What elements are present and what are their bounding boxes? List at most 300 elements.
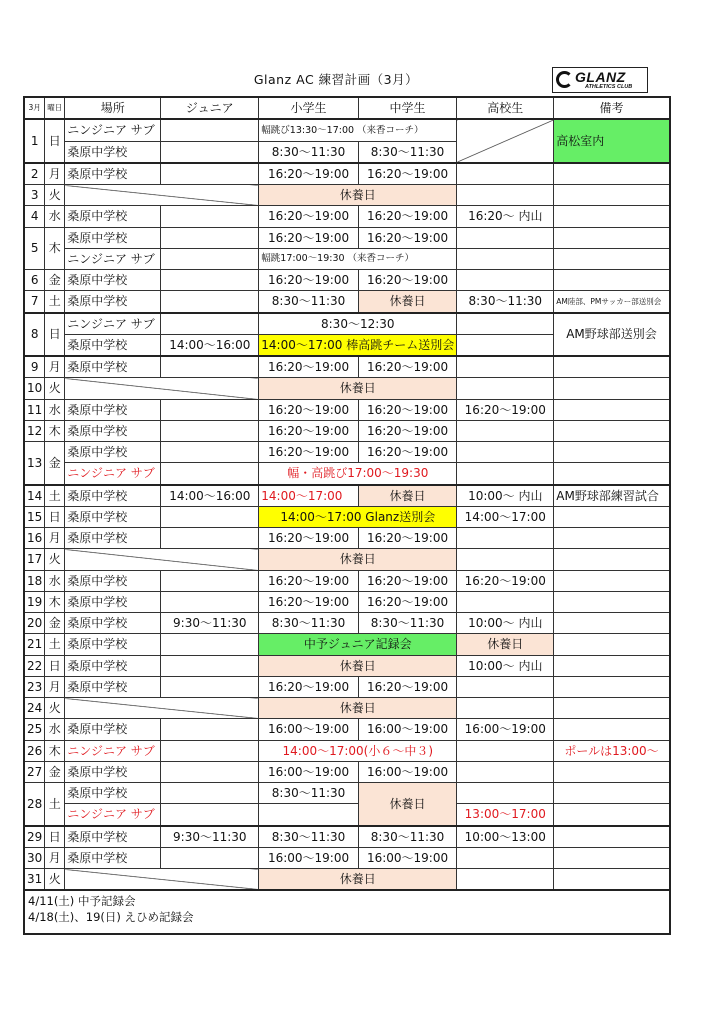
junior-cell bbox=[161, 847, 259, 868]
mid-cell: 休養日 bbox=[358, 485, 456, 507]
table-row bbox=[24, 163, 670, 185]
footer-notes-row bbox=[24, 890, 670, 934]
dow-cell: 金 bbox=[45, 761, 65, 782]
table-row bbox=[24, 869, 670, 891]
footer-line-1: 4/11(土) 中予記録会 bbox=[28, 894, 136, 909]
high-cell bbox=[457, 313, 554, 335]
junior-cell: 14:00～16:00 bbox=[161, 334, 259, 356]
elem-cell: 16:20～19:00 bbox=[259, 591, 359, 612]
junior-cell bbox=[161, 227, 259, 248]
dow-cell: 木 bbox=[45, 420, 65, 441]
elem-cell: 8:30～12:30 bbox=[259, 313, 457, 335]
day-cell: 8 bbox=[24, 313, 45, 357]
col-elem: 小学生 bbox=[259, 97, 359, 119]
place-cell: 桑原中学校 bbox=[65, 270, 161, 291]
elem-cell: 8:30～11:30 bbox=[259, 613, 359, 634]
table-row bbox=[24, 270, 670, 291]
elem-cell: 16:20～19:00 bbox=[259, 420, 359, 441]
place-cell: ニンジニア サブ bbox=[65, 313, 161, 335]
place-cell: 桑原中学校 bbox=[65, 356, 161, 378]
day-cell: 9 bbox=[24, 356, 45, 378]
junior-cell bbox=[161, 719, 259, 740]
place-cell: 桑原中学校 bbox=[65, 141, 161, 163]
rest-cell: 休養日 bbox=[259, 655, 457, 676]
day-cell: 25 bbox=[24, 719, 45, 740]
place-cell bbox=[65, 378, 259, 399]
note-cell bbox=[554, 442, 670, 463]
table-row bbox=[24, 378, 670, 399]
junior-cell bbox=[161, 634, 259, 655]
place-cell: 桑原中学校 bbox=[65, 655, 161, 676]
junior-cell bbox=[161, 591, 259, 612]
logo-text: GLANZ bbox=[575, 69, 626, 85]
junior-cell bbox=[161, 399, 259, 420]
high-cell bbox=[457, 869, 554, 891]
table-row bbox=[24, 549, 670, 570]
mid-cell: 16:20～19:00 bbox=[358, 420, 456, 441]
high-cell: 13:00～17:00 bbox=[457, 804, 554, 826]
note-cell bbox=[554, 655, 670, 676]
high-cell bbox=[457, 185, 554, 206]
dow-cell: 水 bbox=[45, 570, 65, 591]
note-cell bbox=[554, 826, 670, 848]
place-cell: 桑原中学校 bbox=[65, 761, 161, 782]
table-row bbox=[24, 740, 670, 761]
dow-cell: 水 bbox=[45, 399, 65, 420]
day-cell: 7 bbox=[24, 291, 45, 313]
logo-subtext: ATHLETICS CLUB bbox=[585, 84, 633, 90]
table-row bbox=[24, 463, 670, 485]
note-cell bbox=[554, 591, 670, 612]
high-cell bbox=[457, 740, 554, 761]
table-row bbox=[24, 634, 670, 655]
dow-cell: 日 bbox=[45, 826, 65, 848]
junior-cell bbox=[161, 119, 259, 141]
high-cell: 16:20～19:00 bbox=[457, 570, 554, 591]
high-cell: 10:00～ 内山 bbox=[457, 613, 554, 634]
place-cell: 桑原中学校 bbox=[65, 206, 161, 227]
day-cell: 13 bbox=[24, 442, 45, 485]
day-cell: 14 bbox=[24, 485, 45, 507]
place-cell: 桑原中学校 bbox=[65, 334, 161, 356]
elem-cell: 16:20～19:00 bbox=[259, 270, 359, 291]
col-place: 場所 bbox=[65, 97, 161, 119]
place-cell bbox=[65, 869, 259, 891]
table-row bbox=[24, 676, 670, 697]
schedule-table bbox=[23, 96, 671, 935]
day-cell: 22 bbox=[24, 655, 45, 676]
high-cell bbox=[457, 549, 554, 570]
event-cell: 14:00～17:00(小６～中３) bbox=[259, 740, 457, 761]
note-cell bbox=[554, 356, 670, 378]
table-row bbox=[24, 248, 670, 269]
day-cell: 6 bbox=[24, 270, 45, 291]
high-cell bbox=[457, 378, 554, 399]
junior-cell bbox=[161, 463, 259, 485]
place-cell: 桑原中学校 bbox=[65, 227, 161, 248]
table-row bbox=[24, 506, 670, 527]
dow-cell: 土 bbox=[45, 485, 65, 507]
high-cell bbox=[457, 248, 554, 269]
dow-cell: 木 bbox=[45, 591, 65, 612]
junior-cell bbox=[161, 570, 259, 591]
table-row bbox=[24, 356, 670, 378]
day-cell: 21 bbox=[24, 634, 45, 655]
note-cell bbox=[554, 420, 670, 441]
dow-cell: 日 bbox=[45, 313, 65, 357]
day-cell: 19 bbox=[24, 591, 45, 612]
high-cell bbox=[457, 119, 554, 163]
mid-cell: 16:20～19:00 bbox=[358, 528, 456, 549]
junior-cell bbox=[161, 291, 259, 313]
dow-cell: 木 bbox=[45, 740, 65, 761]
mid-cell: 8:30～11:30 bbox=[358, 141, 456, 163]
note-cell: AM野球部送別会 bbox=[554, 313, 670, 357]
mid-cell: 16:00～19:00 bbox=[358, 761, 456, 782]
note-cell: ポールは13:00～ bbox=[554, 740, 670, 761]
note-cell bbox=[554, 761, 670, 782]
dow-cell: 日 bbox=[45, 506, 65, 527]
place-cell: ニンジニア サブ bbox=[65, 740, 161, 761]
high-cell bbox=[457, 847, 554, 868]
high-cell: 16:20～ 内山 bbox=[457, 206, 554, 227]
note-cell: AM野球部練習試合 bbox=[554, 485, 670, 507]
high-cell: 10:00～13:00 bbox=[457, 826, 554, 848]
junior-cell bbox=[161, 163, 259, 185]
elem-cell: 幅跳び13:30～17:00 （来香コーチ） bbox=[259, 119, 457, 141]
col-month: 3月 bbox=[24, 97, 45, 119]
junior-cell bbox=[161, 655, 259, 676]
junior-cell bbox=[161, 206, 259, 227]
place-cell bbox=[65, 549, 259, 570]
place-cell: ニンジニア サブ bbox=[65, 119, 161, 141]
table-row bbox=[24, 485, 670, 507]
place-cell: 桑原中学校 bbox=[65, 485, 161, 507]
mid-cell: 16:20～19:00 bbox=[358, 676, 456, 697]
high-cell: 10:00～ 内山 bbox=[457, 655, 554, 676]
mid-cell: 16:20～19:00 bbox=[358, 270, 456, 291]
junior-cell bbox=[161, 420, 259, 441]
day-cell: 28 bbox=[24, 783, 45, 826]
high-cell bbox=[457, 783, 554, 804]
elem-cell: 16:20～19:00 bbox=[259, 356, 359, 378]
dow-cell: 水 bbox=[45, 206, 65, 227]
dow-cell: 月 bbox=[45, 356, 65, 378]
high-cell bbox=[457, 442, 554, 463]
elem-cell: 8:30～11:30 bbox=[259, 783, 359, 804]
note-cell bbox=[554, 549, 670, 570]
note-cell bbox=[554, 698, 670, 719]
high-cell bbox=[457, 420, 554, 441]
day-cell: 10 bbox=[24, 378, 45, 399]
day-cell: 1 bbox=[24, 119, 45, 163]
place-cell: 桑原中学校 bbox=[65, 570, 161, 591]
col-junior: ジュニア bbox=[161, 97, 259, 119]
footer-line-2: 4/18(土)、19(日) えひめ記録会 bbox=[28, 910, 194, 925]
high-cell: 10:00～ 内山 bbox=[457, 485, 554, 507]
mid-cell: 16:00～19:00 bbox=[358, 719, 456, 740]
mid-cell: 休養日 bbox=[358, 291, 456, 313]
note-cell bbox=[554, 378, 670, 399]
note-cell bbox=[554, 676, 670, 697]
rest-cell: 休養日 bbox=[259, 698, 457, 719]
table-row bbox=[24, 613, 670, 634]
table-row bbox=[24, 804, 670, 826]
elem-cell: 16:20～19:00 bbox=[259, 227, 359, 248]
high-cell bbox=[457, 463, 554, 485]
dow-cell: 火 bbox=[45, 378, 65, 399]
rest-cell: 休養日 bbox=[259, 378, 457, 399]
note-cell: 高松室内 bbox=[554, 119, 670, 163]
dow-cell: 金 bbox=[45, 270, 65, 291]
note-cell bbox=[554, 463, 670, 485]
footer-notes bbox=[24, 890, 670, 934]
high-cell bbox=[457, 528, 554, 549]
day-cell: 2 bbox=[24, 163, 45, 185]
high-cell: 16:00～19:00 bbox=[457, 719, 554, 740]
junior-cell bbox=[161, 248, 259, 269]
junior-cell bbox=[161, 506, 259, 527]
high-cell bbox=[457, 227, 554, 248]
mid-cell: 8:30～11:30 bbox=[358, 826, 456, 848]
note-cell bbox=[554, 783, 670, 804]
elem-cell: 14:00～17:00 bbox=[259, 485, 359, 507]
junior-cell: 9:30～11:30 bbox=[161, 826, 259, 848]
place-cell: 桑原中学校 bbox=[65, 291, 161, 313]
place-cell: 桑原中学校 bbox=[65, 399, 161, 420]
dow-cell: 月 bbox=[45, 528, 65, 549]
elem-cell: 16:00～19:00 bbox=[259, 719, 359, 740]
junior-cell: 9:30～11:30 bbox=[161, 613, 259, 634]
note-cell bbox=[554, 163, 670, 185]
dow-cell: 金 bbox=[45, 613, 65, 634]
col-mid: 中学生 bbox=[358, 97, 456, 119]
high-cell: 8:30～11:30 bbox=[457, 291, 554, 313]
day-cell: 24 bbox=[24, 698, 45, 719]
junior-cell bbox=[161, 141, 259, 163]
place-cell: ニンジニア サブ bbox=[65, 463, 161, 485]
note-cell bbox=[554, 570, 670, 591]
elem-cell: 16:20～19:00 bbox=[259, 163, 359, 185]
note-cell bbox=[554, 227, 670, 248]
glanz-logo bbox=[552, 67, 648, 93]
table-row bbox=[24, 570, 670, 591]
table-row bbox=[24, 761, 670, 782]
table-row bbox=[24, 442, 670, 463]
logo-ring-icon bbox=[556, 71, 573, 88]
high-cell bbox=[457, 761, 554, 782]
table-row bbox=[24, 847, 670, 868]
day-cell: 3 bbox=[24, 185, 45, 206]
dow-cell: 火 bbox=[45, 698, 65, 719]
high-cell bbox=[457, 591, 554, 612]
note-cell bbox=[554, 185, 670, 206]
rest-cell: 休養日 bbox=[259, 185, 457, 206]
elem-cell: 16:00～19:00 bbox=[259, 847, 359, 868]
place-cell bbox=[65, 185, 259, 206]
table-row bbox=[24, 291, 670, 313]
dow-cell: 日 bbox=[45, 119, 65, 163]
day-cell: 20 bbox=[24, 613, 45, 634]
page-title: Glanz AC 練習計画（3月） bbox=[253, 72, 419, 87]
mid-cell: 16:20～19:00 bbox=[358, 399, 456, 420]
rest-cell: 休養日 bbox=[259, 549, 457, 570]
table-row bbox=[24, 719, 670, 740]
high-cell bbox=[457, 676, 554, 697]
note-cell bbox=[554, 869, 670, 891]
elem-cell: 16:20～19:00 bbox=[259, 206, 359, 227]
dow-cell: 月 bbox=[45, 676, 65, 697]
junior-cell bbox=[161, 270, 259, 291]
dow-cell: 火 bbox=[45, 549, 65, 570]
elem-cell: 8:30～11:30 bbox=[259, 826, 359, 848]
junior-cell bbox=[161, 313, 259, 335]
place-cell: 桑原中学校 bbox=[65, 591, 161, 612]
mid-cell: 16:20～19:00 bbox=[358, 356, 456, 378]
dow-cell: 木 bbox=[45, 227, 65, 270]
dow-cell: 月 bbox=[45, 163, 65, 185]
event-cell: 中予ジュニア記録会 bbox=[259, 634, 457, 655]
note-cell bbox=[554, 528, 670, 549]
col-high: 高校生 bbox=[457, 97, 554, 119]
elem-cell: 8:30～11:30 bbox=[259, 141, 359, 163]
table-row bbox=[24, 655, 670, 676]
table-row bbox=[24, 420, 670, 441]
dow-cell: 火 bbox=[45, 869, 65, 891]
event-cell: 14:00～17:00 棒高跳チーム送別会 bbox=[259, 334, 457, 356]
table-row bbox=[24, 206, 670, 227]
place-cell: 桑原中学校 bbox=[65, 613, 161, 634]
rest-cell: 休養日 bbox=[259, 869, 457, 891]
dow-cell: 土 bbox=[45, 634, 65, 655]
place-cell: 桑原中学校 bbox=[65, 163, 161, 185]
note-cell: AM陸部、PMサッカー部送別会 bbox=[554, 291, 670, 313]
day-cell: 17 bbox=[24, 549, 45, 570]
junior-cell: 14:00～16:00 bbox=[161, 485, 259, 507]
elem-cell: 16:20～19:00 bbox=[259, 442, 359, 463]
high-cell: 14:00～17:00 bbox=[457, 506, 554, 527]
place-cell: 桑原中学校 bbox=[65, 676, 161, 697]
mid-cell: 16:20～19:00 bbox=[358, 227, 456, 248]
note-cell bbox=[554, 719, 670, 740]
place-cell: 桑原中学校 bbox=[65, 506, 161, 527]
high-cell bbox=[457, 163, 554, 185]
place-cell: ニンジニア サブ bbox=[65, 248, 161, 269]
mid-cell: 休養日 bbox=[358, 783, 456, 826]
day-cell: 5 bbox=[24, 227, 45, 270]
dow-cell: 月 bbox=[45, 847, 65, 868]
table-row bbox=[24, 826, 670, 848]
day-cell: 29 bbox=[24, 826, 45, 848]
note-cell bbox=[554, 248, 670, 269]
table-row bbox=[24, 313, 670, 335]
place-cell bbox=[65, 698, 259, 719]
day-cell: 23 bbox=[24, 676, 45, 697]
junior-cell bbox=[161, 761, 259, 782]
note-cell bbox=[554, 804, 670, 826]
col-dow: 曜日 bbox=[45, 97, 65, 119]
junior-cell bbox=[161, 804, 259, 826]
event-cell: 14:00～17:00 Glanz送別会 bbox=[259, 506, 457, 527]
junior-cell bbox=[161, 740, 259, 761]
place-cell: ニンジニア サブ bbox=[65, 804, 161, 826]
junior-cell bbox=[161, 442, 259, 463]
day-cell: 26 bbox=[24, 740, 45, 761]
junior-cell bbox=[161, 783, 259, 804]
place-cell: 桑原中学校 bbox=[65, 826, 161, 848]
junior-cell bbox=[161, 528, 259, 549]
dow-cell: 日 bbox=[45, 655, 65, 676]
elem-cell: 16:20～19:00 bbox=[259, 570, 359, 591]
day-cell: 16 bbox=[24, 528, 45, 549]
table-row bbox=[24, 119, 670, 141]
dow-cell: 土 bbox=[45, 783, 65, 826]
elem-cell: 幅跳17:00～19:30 （来香コーチ） bbox=[259, 248, 457, 269]
elem-cell: 16:20～19:00 bbox=[259, 676, 359, 697]
event-cell: 幅・高跳び17:00～19:30 bbox=[259, 463, 457, 485]
table-row bbox=[24, 698, 670, 719]
note-cell bbox=[554, 399, 670, 420]
day-cell: 11 bbox=[24, 399, 45, 420]
table-row bbox=[24, 783, 670, 804]
high-cell bbox=[457, 270, 554, 291]
table-row bbox=[24, 399, 670, 420]
table-row bbox=[24, 528, 670, 549]
dow-cell: 水 bbox=[45, 719, 65, 740]
day-cell: 18 bbox=[24, 570, 45, 591]
high-cell: 休養日 bbox=[457, 634, 554, 655]
dow-cell: 金 bbox=[45, 442, 65, 485]
mid-cell: 16:20～19:00 bbox=[358, 591, 456, 612]
day-cell: 31 bbox=[24, 869, 45, 891]
mid-cell: 16:20～19:00 bbox=[358, 570, 456, 591]
high-cell bbox=[457, 356, 554, 378]
high-cell: 16:20～19:00 bbox=[457, 399, 554, 420]
elem-cell: 16:00～19:00 bbox=[259, 761, 359, 782]
note-cell bbox=[554, 634, 670, 655]
elem-cell: 16:20～19:00 bbox=[259, 528, 359, 549]
header-row bbox=[24, 97, 670, 119]
table-row bbox=[24, 227, 670, 248]
high-cell bbox=[457, 698, 554, 719]
dow-cell: 土 bbox=[45, 291, 65, 313]
place-cell: 桑原中学校 bbox=[65, 634, 161, 655]
place-cell: 桑原中学校 bbox=[65, 783, 161, 804]
day-cell: 15 bbox=[24, 506, 45, 527]
mid-cell: 16:20～19:00 bbox=[358, 206, 456, 227]
dow-cell: 火 bbox=[45, 185, 65, 206]
place-cell: 桑原中学校 bbox=[65, 528, 161, 549]
note-cell bbox=[554, 847, 670, 868]
place-cell: 桑原中学校 bbox=[65, 442, 161, 463]
mid-cell: 16:20～19:00 bbox=[358, 163, 456, 185]
place-cell: 桑原中学校 bbox=[65, 420, 161, 441]
elem-cell: 8:30～11:30 bbox=[259, 291, 359, 313]
mid-cell: 8:30～11:30 bbox=[358, 613, 456, 634]
table-row bbox=[24, 185, 670, 206]
day-cell: 27 bbox=[24, 761, 45, 782]
mid-cell: 16:20～19:00 bbox=[358, 442, 456, 463]
note-cell bbox=[554, 270, 670, 291]
table-row bbox=[24, 591, 670, 612]
place-cell: 桑原中学校 bbox=[65, 719, 161, 740]
junior-cell bbox=[161, 676, 259, 697]
note-cell bbox=[554, 506, 670, 527]
place-cell: 桑原中学校 bbox=[65, 847, 161, 868]
day-cell: 4 bbox=[24, 206, 45, 227]
junior-cell bbox=[161, 356, 259, 378]
high-cell bbox=[457, 334, 554, 356]
